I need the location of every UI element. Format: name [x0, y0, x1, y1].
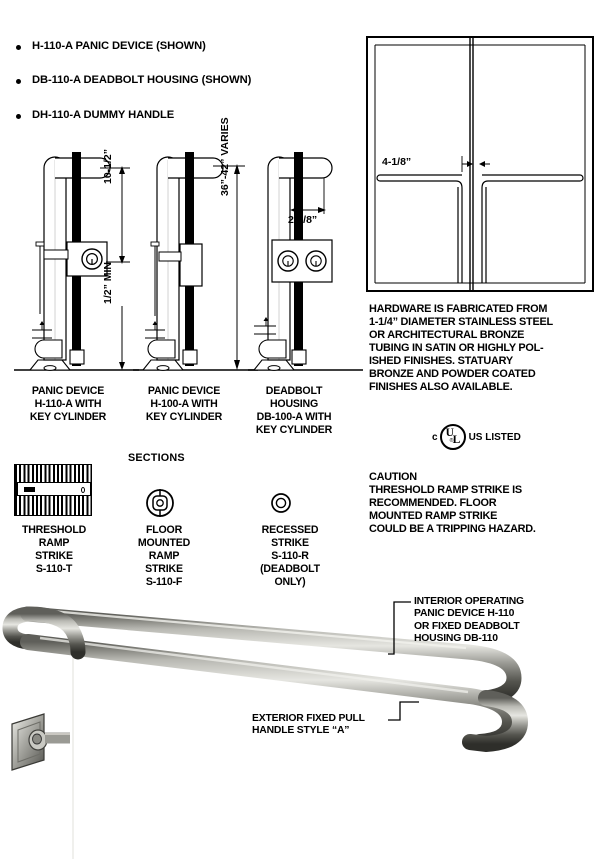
caution-line: RECOMMENDED. FLOOR: [369, 496, 497, 509]
caption-line: S-110-R: [271, 549, 309, 562]
double-door-elevation: [366, 36, 594, 297]
strike-hole: [81, 487, 85, 493]
callout-leader-exterior: [386, 700, 420, 728]
spec-line: BRONZE AND POWDER COATED: [369, 367, 536, 380]
recessed-strike-icon: [268, 490, 294, 521]
caption-line: KEY CYLINDER: [145, 410, 223, 423]
caution-line: MOUNTED RAMP STRIKE: [369, 509, 498, 522]
spec-line: ISHED FINISHES. STATUARY: [369, 354, 513, 367]
dimension-label: 36”-42” VARIES: [219, 117, 231, 196]
caption-line: FLOOR: [145, 524, 183, 536]
spec-line: FINISHES ALSO AVAILABLE.: [369, 380, 513, 393]
caption-floor-mounted-ramp-strike: [116, 524, 212, 589]
caution-line: THRESHOLD RAMP STRIKE IS: [369, 483, 522, 496]
caption-line: S-110-F: [145, 575, 183, 588]
ul-prefix-label: c: [432, 431, 438, 443]
spec-line: OR ARCHITECTURAL BRONZE: [369, 328, 525, 341]
caption-recessed-strike: [236, 524, 344, 589]
caption-line: RECESSED: [261, 524, 319, 536]
caption-line: RAMP: [148, 549, 180, 562]
caution-heading: CAUTION: [369, 471, 417, 483]
list-item: [16, 109, 346, 121]
caption-panic-h100a: [124, 385, 244, 424]
dimension-label: 10-1/2”: [102, 148, 114, 184]
caption-line: STRIKE: [271, 536, 309, 549]
threshold-ramp-strike-icon: [14, 464, 92, 516]
product-bullet-list: [16, 40, 346, 143]
bullet-label: H-110-A PANIC DEVICE (SHOWN): [32, 40, 206, 52]
caption-line: KEY CYLINDER: [255, 423, 333, 436]
list-item: [16, 40, 346, 52]
callout-line: HANDLE STYLE “A”: [252, 725, 350, 737]
callout-line: EXTERIOR FIXED PULL: [252, 713, 365, 724]
spec-line: TUBING IN SATIN OR HIGHLY POL-: [369, 341, 544, 354]
callout-leader-interior: [386, 600, 412, 656]
caption-line: PANIC DEVICE: [147, 385, 221, 397]
callout-interior-operating: [414, 596, 524, 646]
caption-line: ONLY): [274, 575, 306, 588]
wall-mount-escutcheon: [12, 714, 70, 770]
ul-letter-u: U: [445, 427, 454, 439]
caption-line: DB-100-A WITH: [256, 410, 332, 423]
ul-circle-icon: [440, 424, 466, 450]
caption-line: HOUSING: [269, 397, 319, 410]
ul-letter-l: L: [452, 434, 461, 446]
callout-line: HOUSING DB-110: [414, 633, 498, 645]
elevation-panic-h100a: [133, 117, 258, 379]
bullet-dot-icon: [16, 45, 21, 50]
callout-exterior-fixed-pull: [252, 713, 365, 738]
caption-line: H-110-A WITH: [34, 397, 102, 410]
list-item: [16, 74, 346, 86]
caption-line: RAMP: [38, 536, 70, 549]
caption-panic-h110a: [8, 385, 128, 424]
caption-line: STRIKE: [35, 549, 73, 562]
dimension-label: 2-5/8”: [288, 214, 318, 226]
caution-block: [369, 471, 599, 536]
caption-line: KEY CYLINDER: [29, 410, 107, 423]
floor-mounted-ramp-strike-icon: [142, 485, 178, 526]
caption-threshold-ramp-strike: [6, 524, 102, 576]
hardware-specification-text: [369, 303, 597, 394]
ul-suffix-label: US LISTED: [468, 431, 521, 443]
ul-registered-mark: ®: [449, 438, 454, 444]
caption-line: MOUNTED: [137, 536, 191, 549]
dimension-label: 4-1/8”: [382, 156, 412, 168]
callout-line: OR FIXED DEADBOLT: [414, 620, 520, 632]
dimension-label: 1/2” MIN: [102, 261, 114, 304]
spec-line: 1-1/4” DIAMETER STAINLESS STEEL: [369, 315, 553, 328]
elevation-deadbolt-db100a: [248, 144, 363, 379]
caption-line: PANIC DEVICE: [31, 385, 105, 397]
caption-deadbolt-db100a: [232, 385, 356, 437]
caption-line: H-100-A WITH: [150, 397, 218, 410]
callout-line: PANIC DEVICE H-110: [414, 608, 515, 620]
bullet-label: DH-110-A DUMMY HANDLE: [32, 108, 175, 121]
ul-listed-mark: [432, 424, 521, 450]
bullet-dot-icon: [16, 79, 21, 84]
caption-line: THRESHOLD: [21, 524, 87, 536]
bullet-label: DB-110-A DEADBOLT HOUSING (SHOWN): [32, 74, 252, 87]
caution-line: COULD BE A TRIPPING HAZARD.: [369, 522, 536, 535]
strike-slot: [24, 487, 35, 492]
spec-line: HARDWARE IS FABRICATED FROM: [369, 303, 548, 315]
bullet-dot-icon: [16, 114, 21, 119]
elevation-panic-h110a: [14, 144, 139, 379]
callout-line: INTERIOR OPERATING: [414, 596, 524, 607]
caption-line: DEADBOLT: [265, 385, 323, 397]
caption-line: S-110-T: [35, 562, 73, 575]
caption-line: STRIKE: [145, 562, 183, 575]
caption-line: (DEADBOLT: [260, 562, 320, 575]
sections-title: SECTIONS: [128, 452, 185, 464]
